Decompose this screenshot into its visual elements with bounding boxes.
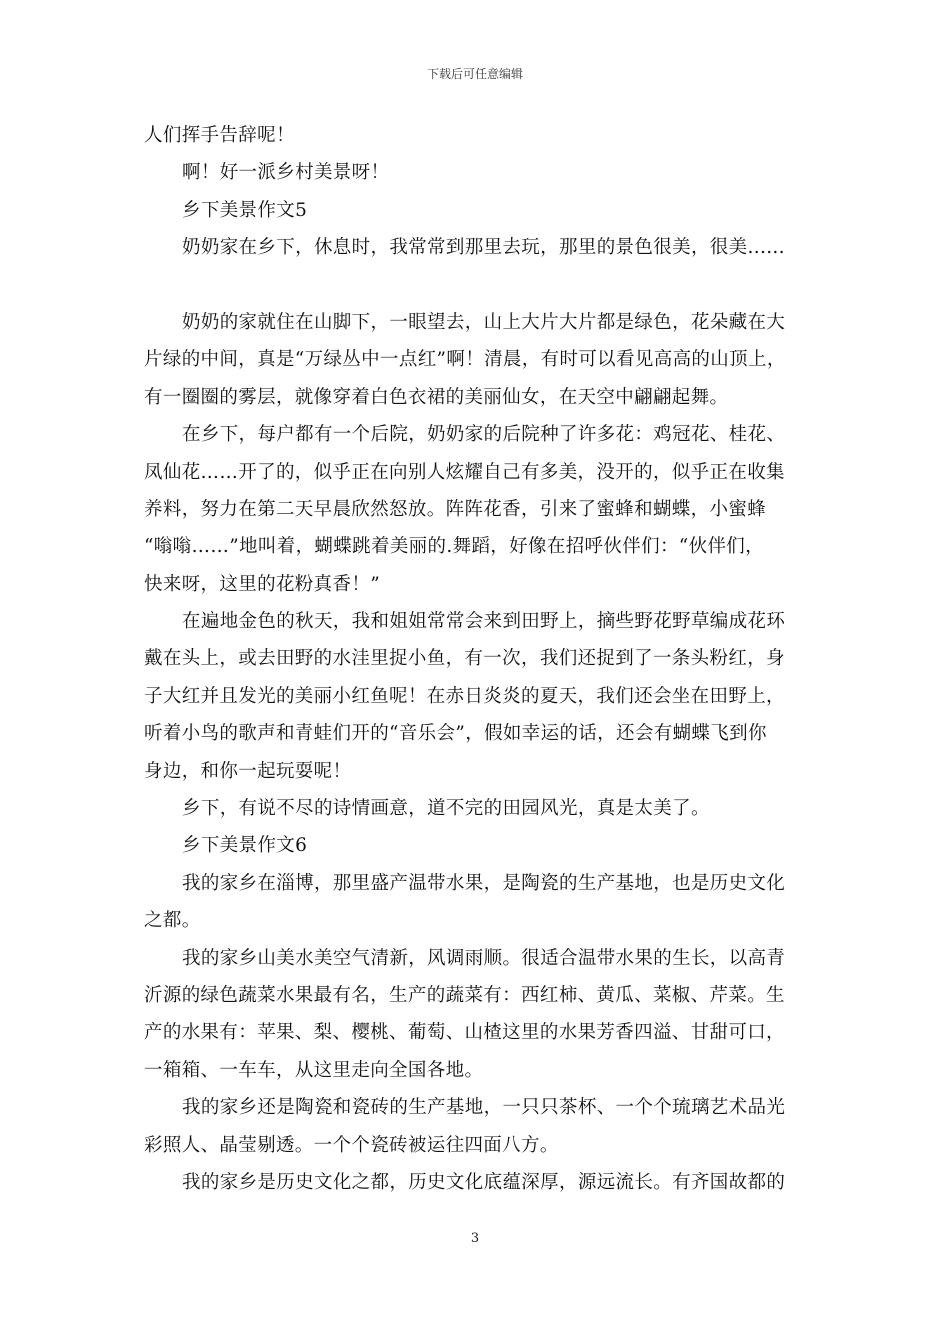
text-line: 之都。 [144, 910, 201, 932]
document-body [144, 117, 816, 1201]
text-line: 在遍地金色的秋天，我和姐姐常常会来到田野上，摘些野花野草编成花环 [182, 611, 786, 633]
text-line: 彩照人、晶莹剔透。一个个瓷砖被运往四面八方。 [144, 1134, 559, 1156]
text-line: 戴在头上，或去田野的水洼里捉小鱼，有一次，我们还捉到了一条头粉红，身 [144, 648, 785, 670]
page-header: 下载后可任意编辑 [426, 67, 523, 81]
text-line: 子大红并且发光的美丽小红鱼呢！在赤日炎炎的夏天，我们还会坐在田野上， [144, 685, 785, 707]
text-line: 奶奶的家就住在山脚下，一眼望去，山上大片大片都是绿色，花朵藏在大 [182, 311, 786, 333]
text-line: 人们挥手告辞呢！ [144, 125, 295, 146]
text-line: 产的水果有：苹果、梨、樱桃、葡萄、山楂这里的水果芳香四溢、甘甜可口， [144, 1022, 785, 1044]
text-line: 身边，和你一起玩耍呢！ [144, 760, 352, 782]
text-line: 我的家乡在淄博，那里盛产温带水果，是陶瓷的生产基地，也是历史文化 [182, 872, 786, 894]
text-line: 我的家乡是历史文化之都，历史文化底蕴深厚，源远流长。有齐国故都的 [182, 1171, 786, 1193]
text-line: “嗡嗡……”地叫着，蝴蝶跳着美丽的.舞蹈，好像在招呼伙伴们：“伙伴们， [144, 536, 765, 558]
text-line: 养料，努力在第二天早晨欣然怒放。阵阵花香，引来了蜜蜂和蝴蝶，小蜜蜂 [144, 498, 767, 520]
text-line: 有一圈圈的雾层，就像穿着白色衣裙的美丽仙女，在天空中翩翩起舞。 [144, 386, 729, 408]
section-heading: 乡下美景作文5 [182, 199, 308, 221]
blank-line [144, 267, 816, 304]
text-line: 快来呀，这里的花粉真香！” [144, 573, 381, 595]
text-line: 我的家乡山美水美空气清新，风调雨顺。很适合温带水果的生长，以高青 [182, 947, 786, 969]
text-line: 我的家乡还是陶瓷和瓷砖的生产基地，一只只茶杯、一个个琉璃艺术品光 [182, 1097, 786, 1119]
page-number: 3 [470, 1231, 480, 1246]
text-line: 啊！好一派乡村美景呀！ [182, 162, 390, 184]
text-line: 沂源的绿色蔬菜水果最有名，生产的蔬菜有：西红柿、黄瓜、菜椒、芹菜。生 [144, 984, 785, 1006]
text-line: 片绿的中间，真是“万绿丛中一点红”啊！清晨，有时可以看见高高的山顶上， [144, 349, 786, 371]
text-line: 奶奶家在乡下，休息时，我常常到那里去玩，那里的景色很美，很美...... [182, 237, 785, 259]
text-line: 听着小鸟的歌声和青蛙们开的“音乐会”，假如幸运的话，还会有蝴蝶飞到你 [144, 723, 767, 745]
text-line: 一箱箱、一车车，从这里走向全国各地。 [144, 1059, 484, 1081]
text-line: 凤仙花……开了的，似乎正在向别人炫耀自己有多美，没开的，似乎正在收集 [144, 461, 785, 483]
text-line: 在乡下，每户都有一个后院，奶奶家的后院种了许多花：鸡冠花、桂花、 [182, 424, 786, 446]
text-line: 乡下，有说不尽的诗情画意，道不完的田园风光，真是太美了。 [182, 798, 710, 820]
section-heading: 乡下美景作文6 [182, 835, 308, 857]
